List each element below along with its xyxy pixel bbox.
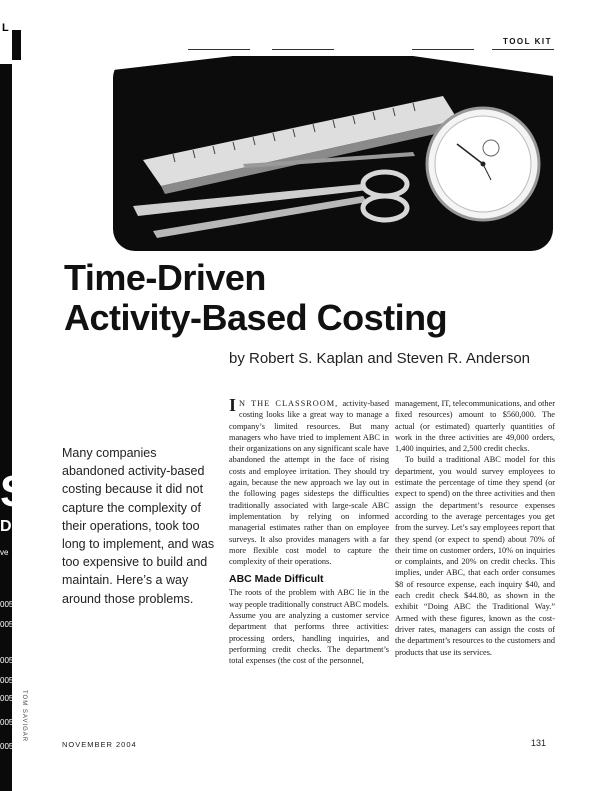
- title-line: Activity-Based Costing: [64, 297, 448, 338]
- body-paragraph: [229, 395, 389, 567]
- section-subhead: ABC Made Difficult: [229, 573, 324, 586]
- lead-in: N THE CLASSROOM,: [239, 399, 339, 408]
- hero-image: [113, 56, 553, 251]
- body-paragraph: To build a traditional ABC model for this department, you would survey employees to estimate the percentage of time they spend (or expect to spend) on the three activities and then assign the department’s resource expenses according to the average percentages you get from the survey. Let’s say employees report that they spend (or expect to spend) about 70% of their time on customer orders, 10% on inquiries or complaints, and 20% on credit checks. This implies, under ABC, that each order consumes $8 of resource expense, each inquiry $40, and each credit check $44.80, as shown in the exhibit “Doing ABC the Traditional Way.” Armed with these figures, known as the cost-driver rates, managers can assign the costs of the department’s resources to the customers and products that use its services.: [395, 455, 555, 657]
- adjacent-bar: [12, 30, 21, 60]
- adjacent-snippet: 005: [0, 694, 14, 703]
- photo-credit: TOM SAVIGAR: [21, 690, 27, 743]
- issue-date: NOVEMBER 2004: [62, 740, 137, 749]
- adjacent-tab-letter: L: [2, 22, 9, 34]
- header-rule: [188, 49, 250, 50]
- section-label: TOOL KIT: [502, 37, 552, 46]
- adjacent-sub-letter: D: [0, 518, 12, 535]
- article-title: [64, 258, 544, 338]
- adjacent-snippet: 005: [0, 676, 14, 685]
- article-deck: Many companies abandoned activity-based costing because it did not capture the complexity of their operations, took too long to implement, and was too expensive to build and maintain. Here’s a way around those problems.: [62, 446, 215, 606]
- paragraph-text: activity-based costing looks like a great way to manage a company’s limited resources. But many managers who have tried to implement ABC in their organizations on any significant scale have abandoned the attempt in the face of rising costs and employee irritation. They should try again, because the new approach we lay out in the following pages sidesteps the difficulties traditionally associated with large-scale ABC implementation by relying on informed managerial estimates rather than on employee surveys. It also provides managers with a far more flexible cost model to capture the complexity of their operations.: [229, 399, 389, 567]
- adjacent-snippet: 005: [0, 656, 14, 665]
- header-rule: [492, 49, 554, 50]
- byline: by Robert S. Kaplan and Steven R. Anderson: [229, 350, 531, 367]
- header-rule: [412, 49, 474, 50]
- adjacent-snippet: 005: [0, 718, 14, 727]
- page-number: 131: [530, 738, 546, 748]
- body-paragraph: management, IT, telecommunications, and other fixed resources) amount to $560,000. The actual (or estimated) quarterly quantities of work in the three activities are 49,000 orders, 1,400 inquiries, and 2,500 credit checks.: [395, 399, 555, 454]
- stopwatch-icon: [427, 108, 539, 220]
- body-paragraph: The roots of the problem with ABC lie in the way people traditionally construct ABC models. Assume you are analyzing a customer service department that performs three activities: processing orders, handling inquiries, and performing credit checks. The department’s total expenses (the cost of the personnel,: [229, 588, 389, 666]
- drop-cap: I: [229, 395, 237, 415]
- adjacent-big-letter: S: [0, 467, 30, 516]
- header-rule: [272, 49, 334, 50]
- adjacent-snippet: 005: [0, 742, 14, 751]
- body-column-2: [395, 398, 555, 658]
- adjacent-snippet: 005: [0, 620, 14, 629]
- adjacent-snippet: 005: [0, 600, 14, 609]
- adjacent-page-strip: [0, 0, 12, 791]
- title-line: Time-Driven: [64, 257, 266, 298]
- body-column-1: [229, 395, 389, 667]
- adjacent-snippet: ve: [0, 548, 9, 557]
